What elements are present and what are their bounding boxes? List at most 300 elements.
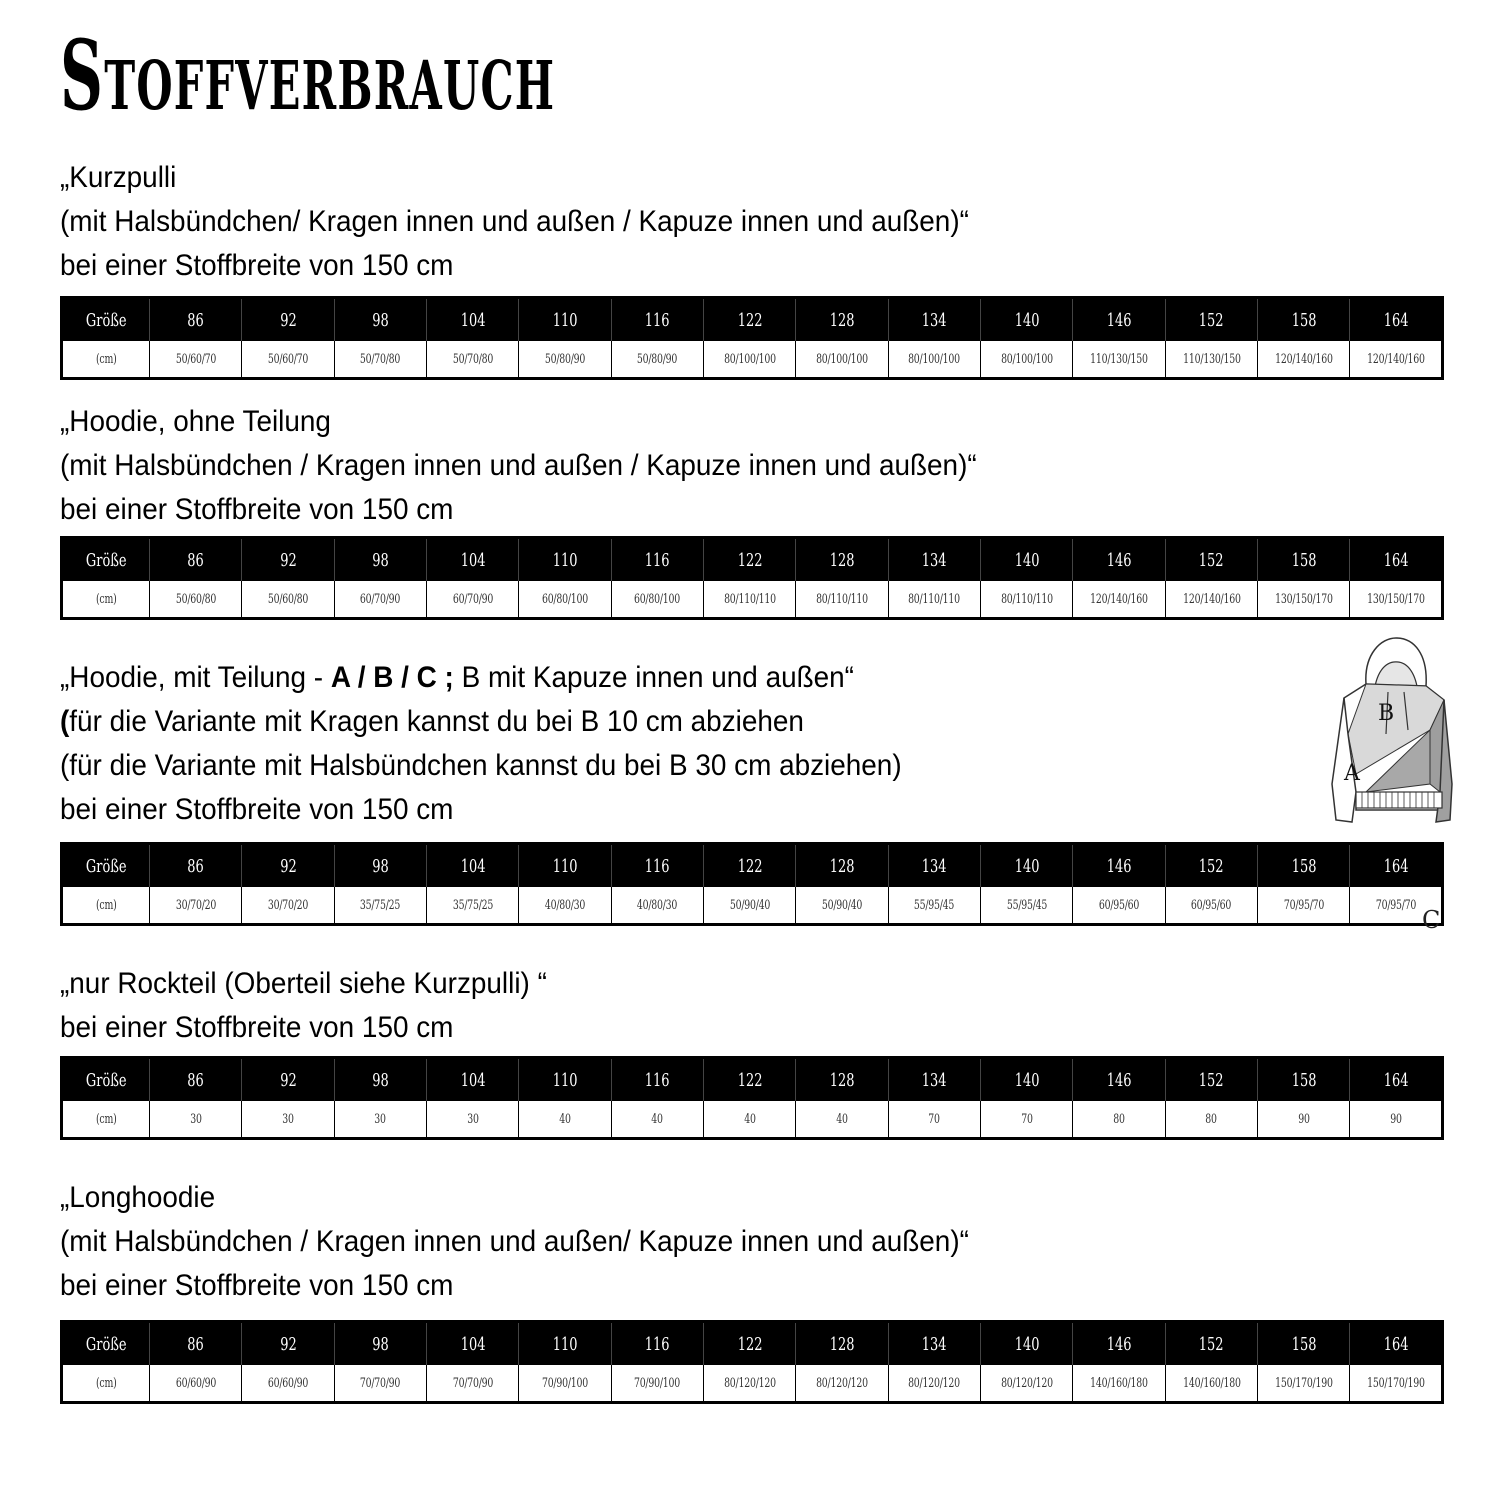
size-cell: [704, 298, 796, 342]
section-heading: [60, 400, 1444, 532]
fabric-value: 60/70/90: [360, 591, 401, 607]
size-cell: [1073, 844, 1165, 888]
size-label-cell: [62, 538, 150, 582]
size-value: 110: [552, 1069, 578, 1091]
size-value: 116: [645, 1333, 670, 1355]
size-cell: [981, 538, 1073, 582]
fabric-value: 80/110/110: [723, 591, 776, 607]
heading-line: (mit Halsbündchen/ Kragen innen und außen / Kapuze innen und außen)“: [60, 205, 969, 238]
fabric-value: 30: [466, 1111, 479, 1127]
size-cell: [242, 538, 334, 582]
size-cell: [334, 844, 426, 888]
fabric-value-cell: [796, 581, 888, 619]
fabric-value: 80/110/110: [908, 591, 961, 607]
page-title: Stoffverbrauch: [60, 19, 556, 132]
size-cell: [150, 844, 242, 888]
size-label-cell: [62, 298, 150, 342]
size-cell: [704, 1322, 796, 1366]
fabric-value: 40: [743, 1111, 756, 1127]
section-hoodie-mit-teilung: [60, 656, 1444, 913]
fabric-value: 120/140/160: [1275, 351, 1333, 367]
size-cell: [150, 538, 242, 582]
fabric-value-cell: [519, 887, 611, 925]
size-cell: [334, 1058, 426, 1102]
size-value: 116: [645, 549, 670, 571]
size-cell: [796, 844, 888, 888]
fabric-value: 40: [559, 1111, 571, 1127]
fabric-value: 35/75/25: [360, 897, 401, 913]
size-value: 146: [1106, 855, 1132, 877]
size-cell: [1165, 1322, 1257, 1366]
size-value: 104: [460, 549, 486, 571]
size-cell: [1258, 298, 1350, 342]
size-header-row: [62, 1322, 1443, 1366]
unit-label: (cm): [95, 351, 117, 367]
fabric-value-cell: [1165, 1365, 1257, 1403]
fabric-value-cell: [150, 341, 242, 379]
size-cell: [1165, 1058, 1257, 1102]
size-cell: [1258, 1322, 1350, 1366]
size-cell: [1073, 298, 1165, 342]
fabric-value-cell: [1258, 341, 1350, 379]
fabric-value-cell: [334, 1365, 426, 1403]
heading-line: „Longhoodie: [60, 1181, 216, 1214]
size-cell: [427, 1322, 519, 1366]
size-value: 122: [737, 309, 763, 331]
size-value: 146: [1106, 549, 1132, 571]
size-value: 134: [922, 1333, 947, 1355]
fabric-table: [60, 536, 1444, 620]
fabric-value: 50/60/70: [267, 351, 309, 367]
fabric-value-cell: [704, 341, 796, 379]
fabric-value: 110/130/150: [1090, 351, 1148, 367]
fabric-value: 55/95/45: [1006, 897, 1047, 913]
size-cell: [611, 844, 703, 888]
fabric-value: 55/95/45: [914, 897, 955, 913]
unit-label-cell: [62, 581, 150, 619]
size-value: 92: [279, 309, 297, 331]
heading-line: bei einer Stoffbreite von 150 cm: [60, 493, 454, 526]
fabric-value-cell: [1350, 581, 1443, 619]
heading-line: „Kurzpulli: [60, 161, 177, 194]
heading-line: (für die Variante mit Halsbündchen kannst du bei B 30 cm abziehen): [60, 749, 902, 782]
section-hoodie-ohne-teilung: [60, 400, 1444, 607]
size-cell: [888, 298, 980, 342]
size-cell: [334, 298, 426, 342]
variant-letters: A / B / C ;: [330, 661, 454, 694]
size-cell: [519, 538, 611, 582]
fabric-value: 60/80/100: [634, 591, 681, 607]
fabric-value: 150/170/190: [1275, 1375, 1333, 1391]
fabric-value: 60/80/100: [542, 591, 589, 607]
fabric-value: 90: [1389, 1111, 1402, 1127]
fabric-value-cell: [1258, 1365, 1350, 1403]
heading-text: für die Variante mit Kragen kannst du bei B 10 cm abziehen: [69, 705, 804, 738]
size-cell: [242, 844, 334, 888]
fabric-value-cell: [519, 341, 611, 379]
size-value: 116: [645, 855, 670, 877]
fabric-table: [60, 1056, 1444, 1140]
fabric-value: 80/100/100: [908, 351, 961, 367]
size-cell: [888, 538, 980, 582]
fabric-value: 50/70/80: [360, 351, 401, 367]
fabric-value-cell: [242, 1101, 334, 1139]
size-value: 122: [737, 1333, 763, 1355]
size-cell: [981, 1058, 1073, 1102]
size-header-row: [62, 1058, 1443, 1102]
fabric-value-cell: [981, 1365, 1073, 1403]
size-value: 164: [1383, 1333, 1409, 1355]
fabric-value-cell: [334, 1101, 426, 1139]
fabric-value-cell: [1258, 887, 1350, 925]
size-value: 164: [1383, 549, 1409, 571]
heading-line: [60, 656, 1347, 700]
fabric-value: 50/80/90: [544, 351, 586, 367]
size-cell: [704, 1058, 796, 1102]
fabric-value-cell: [888, 341, 980, 379]
fabric-value-cell: [150, 887, 242, 925]
fabric-value: 40/80/30: [637, 897, 678, 913]
size-cell: [1073, 1058, 1165, 1102]
unit-label-cell: [62, 1365, 150, 1403]
size-value: 122: [737, 1069, 763, 1091]
fabric-value-cell: [519, 1101, 611, 1139]
size-value: 140: [1014, 855, 1040, 877]
fabric-value: 50/80/90: [637, 351, 678, 367]
fabric-value: 70: [1021, 1111, 1033, 1127]
fabric-value-cell: [150, 1365, 242, 1403]
size-value: 128: [829, 1333, 855, 1355]
fabric-value-cell: [888, 581, 980, 619]
size-value: 158: [1291, 855, 1317, 877]
unit-label: (cm): [95, 591, 117, 607]
size-value: 146: [1106, 1069, 1132, 1091]
size-value: 134: [922, 309, 947, 331]
size-cell: [1350, 298, 1443, 342]
size-cell: [1350, 538, 1443, 582]
fabric-value-cell: [1350, 1101, 1443, 1139]
section-rockteil: [60, 962, 1444, 1127]
fabric-value: 50/90/40: [729, 897, 770, 913]
size-value: 152: [1199, 549, 1224, 571]
fabric-table: [60, 842, 1444, 926]
fabric-value: 50/60/80: [175, 591, 216, 607]
fabric-value-cell: [150, 581, 242, 619]
size-cell: [519, 298, 611, 342]
fabric-value: 80/110/110: [816, 591, 868, 607]
fabric-values-row: [62, 1365, 1443, 1403]
fabric-value: 50/60/70: [175, 351, 216, 367]
size-value: 152: [1199, 309, 1224, 331]
fabric-value: 70/95/70: [1375, 897, 1416, 913]
fabric-value: 120/140/160: [1182, 591, 1241, 607]
size-value: 158: [1291, 1333, 1317, 1355]
fabric-value-cell: [704, 1365, 796, 1403]
fabric-value: 120/140/160: [1090, 591, 1148, 607]
fabric-values-row: [62, 887, 1443, 925]
size-value: 92: [279, 549, 297, 571]
size-cell: [242, 298, 334, 342]
fabric-value: 150/170/190: [1366, 1375, 1425, 1391]
size-value: 110: [552, 549, 578, 571]
fabric-value: 35/75/25: [452, 897, 493, 913]
section-heading: [60, 962, 1444, 1050]
size-value: 134: [922, 1069, 947, 1091]
fabric-value: 70/70/90: [452, 1375, 493, 1391]
fabric-value: 70: [928, 1111, 941, 1127]
fabric-value: 60/70/90: [452, 591, 493, 607]
size-value: 158: [1291, 549, 1317, 571]
size-value: 158: [1291, 309, 1317, 331]
size-cell: [150, 1058, 242, 1102]
size-value: 152: [1199, 1069, 1224, 1091]
fabric-value-cell: [242, 341, 334, 379]
size-value: 164: [1383, 855, 1409, 877]
size-cell: [611, 538, 703, 582]
fabric-value-cell: [242, 1365, 334, 1403]
fabric-value: 80/110/110: [1000, 591, 1053, 607]
open-paren: (: [60, 705, 70, 738]
fabric-value-cell: [704, 887, 796, 925]
size-label-cell: [62, 844, 150, 888]
size-label: Größe: [85, 309, 127, 331]
fabric-values-row: [62, 1101, 1443, 1139]
size-cell: [611, 1322, 703, 1366]
fabric-value-cell: [427, 1101, 519, 1139]
size-cell: [1258, 538, 1350, 582]
size-cell: [427, 844, 519, 888]
fabric-value: 120/140/160: [1366, 351, 1425, 367]
size-value: 86: [187, 1069, 204, 1091]
fabric-value-cell: [981, 581, 1073, 619]
size-value: 140: [1014, 549, 1040, 571]
section-longhoodie: [60, 1176, 1444, 1391]
fabric-value: 70/90/100: [542, 1375, 589, 1391]
size-value: 104: [460, 1069, 486, 1091]
fabric-value-cell: [242, 581, 334, 619]
size-value: 128: [829, 549, 855, 571]
heading-line: (mit Halsbündchen / Kragen innen und außen / Kapuze innen und außen)“: [60, 449, 977, 482]
fabric-value-cell: [242, 887, 334, 925]
fabric-value: 80/120/120: [1000, 1375, 1053, 1391]
fabric-value: 80/120/120: [816, 1375, 868, 1391]
size-cell: [1258, 1058, 1350, 1102]
size-cell: [1165, 538, 1257, 582]
size-cell: [427, 298, 519, 342]
size-value: 152: [1199, 1333, 1224, 1355]
size-cell: [427, 538, 519, 582]
size-value: 110: [552, 855, 578, 877]
fabric-value-cell: [334, 887, 426, 925]
section-heading: [60, 656, 1444, 832]
size-cell: [611, 1058, 703, 1102]
fabric-value: 80: [1113, 1111, 1125, 1127]
size-value: 140: [1014, 1069, 1040, 1091]
size-value: 128: [829, 1069, 855, 1091]
size-cell: [796, 538, 888, 582]
size-header-row: [62, 844, 1443, 888]
size-cell: [704, 538, 796, 582]
fabric-value: 80/100/100: [816, 351, 868, 367]
fabric-value-cell: [1073, 581, 1165, 619]
fabric-value-cell: [334, 341, 426, 379]
hoodie-diagram: [1326, 634, 1456, 830]
diagram-label-b: B: [1378, 701, 1395, 726]
fabric-value-cell: [611, 1101, 703, 1139]
size-value: 128: [829, 855, 855, 877]
fabric-value-cell: [981, 1101, 1073, 1139]
size-cell: [519, 1322, 611, 1366]
fabric-value-cell: [1073, 1365, 1165, 1403]
size-cell: [334, 1322, 426, 1366]
size-cell: [704, 844, 796, 888]
section-heading: [60, 1176, 1444, 1308]
fabric-value-cell: [888, 887, 980, 925]
fabric-value-cell: [427, 581, 519, 619]
fabric-value-cell: [1258, 1101, 1350, 1139]
fabric-value: 70/95/70: [1283, 897, 1324, 913]
fabric-value-cell: [1165, 887, 1257, 925]
size-value: 128: [829, 309, 855, 331]
fabric-value-cell: [796, 887, 888, 925]
fabric-value: 90: [1298, 1111, 1310, 1127]
section-kurzpulli: [60, 156, 1444, 367]
fabric-value-cell: [427, 1365, 519, 1403]
fabric-value-cell: [796, 1101, 888, 1139]
heading-line: [60, 700, 1347, 744]
unit-label-cell: [62, 1101, 150, 1139]
fabric-value: 140/160/180: [1182, 1375, 1241, 1391]
size-cell: [981, 844, 1073, 888]
fabric-value: 80: [1205, 1111, 1218, 1127]
size-value: 98: [372, 855, 389, 877]
size-value: 86: [187, 855, 204, 877]
size-value: 86: [187, 549, 204, 571]
fabric-value: 30/70/20: [175, 897, 216, 913]
fabric-value-cell: [704, 581, 796, 619]
size-label: Größe: [85, 855, 127, 877]
size-cell: [519, 844, 611, 888]
size-cell: [1350, 1322, 1443, 1366]
size-value: 164: [1383, 309, 1409, 331]
fabric-value-cell: [519, 1365, 611, 1403]
size-label: Größe: [85, 1333, 127, 1355]
fabric-value-cell: [796, 1365, 888, 1403]
fabric-value-cell: [1350, 341, 1443, 379]
size-cell: [796, 1058, 888, 1102]
size-cell: [150, 298, 242, 342]
size-cell: [427, 1058, 519, 1102]
fabric-value: 110/130/150: [1182, 351, 1241, 367]
size-value: 86: [187, 309, 204, 331]
fabric-value: 60/60/90: [175, 1375, 216, 1391]
size-value: 140: [1014, 309, 1040, 331]
heading-line: bei einer Stoffbreite von 150 cm: [60, 793, 454, 826]
size-value: 146: [1106, 309, 1132, 331]
fabric-value-cell: [796, 341, 888, 379]
size-cell: [1165, 844, 1257, 888]
fabric-value-cell: [981, 887, 1073, 925]
fabric-value: 80/120/120: [908, 1375, 961, 1391]
heading-line: „nur Rockteil (Oberteil siehe Kurzpulli) “: [60, 967, 547, 1000]
fabric-value: 80/100/100: [723, 351, 776, 367]
fabric-value-cell: [611, 581, 703, 619]
size-label-cell: [62, 1058, 150, 1102]
fabric-value: 70/70/90: [360, 1375, 401, 1391]
fabric-value-cell: [888, 1365, 980, 1403]
size-cell: [888, 844, 980, 888]
fabric-value-cell: [981, 341, 1073, 379]
size-value: 110: [552, 309, 578, 331]
heading-text: B mit Kapuze innen und außen“: [453, 661, 854, 694]
fabric-value-cell: [150, 1101, 242, 1139]
fabric-value: 60/60/90: [267, 1375, 309, 1391]
fabric-value: 60/95/60: [1098, 897, 1140, 913]
fabric-value-cell: [1165, 341, 1257, 379]
fabric-value: 140/160/180: [1090, 1375, 1148, 1391]
size-cell: [1165, 298, 1257, 342]
size-header-row: [62, 298, 1443, 342]
size-value: 116: [645, 1069, 670, 1091]
fabric-value: 50/90/40: [821, 897, 863, 913]
size-value: 122: [737, 855, 763, 877]
size-cell: [519, 1058, 611, 1102]
size-cell: [611, 298, 703, 342]
fabric-value-cell: [1350, 1365, 1443, 1403]
fabric-value-cell: [334, 581, 426, 619]
size-cell: [1350, 844, 1443, 888]
size-value: 98: [372, 1333, 389, 1355]
size-label: Größe: [85, 1069, 127, 1091]
size-value: 92: [279, 855, 297, 877]
size-cell: [796, 1322, 888, 1366]
fabric-value: 50/70/80: [452, 351, 493, 367]
fabric-value: 40: [651, 1111, 664, 1127]
heading-line: bei einer Stoffbreite von 150 cm: [60, 249, 454, 282]
fabric-value-cell: [427, 887, 519, 925]
fabric-value: 50/60/80: [267, 591, 309, 607]
size-value: 104: [460, 855, 486, 877]
size-header-row: [62, 538, 1443, 582]
size-cell: [242, 1058, 334, 1102]
fabric-value: 30: [189, 1111, 202, 1127]
size-value: 98: [372, 1069, 389, 1091]
size-cell: [981, 298, 1073, 342]
fabric-value: 30/70/20: [267, 897, 309, 913]
size-cell: [1258, 844, 1350, 888]
fabric-value: 40/80/30: [544, 897, 586, 913]
size-value: 104: [460, 309, 486, 331]
size-value: 98: [372, 549, 389, 571]
size-cell: [888, 1322, 980, 1366]
size-value: 146: [1106, 1333, 1132, 1355]
fabric-value-cell: [1165, 1101, 1257, 1139]
size-cell: [242, 1322, 334, 1366]
fabric-table: [60, 1320, 1444, 1404]
fabric-value: 130/150/170: [1275, 591, 1333, 607]
unit-label: (cm): [95, 897, 117, 913]
fabric-value: 80/120/120: [723, 1375, 776, 1391]
fabric-value-cell: [611, 887, 703, 925]
fabric-value: 130/150/170: [1366, 591, 1425, 607]
unit-label: (cm): [95, 1111, 117, 1127]
fabric-value-cell: [427, 341, 519, 379]
size-value: 86: [187, 1333, 204, 1355]
size-cell: [1350, 1058, 1443, 1102]
size-cell: [888, 1058, 980, 1102]
fabric-table: [60, 296, 1444, 380]
size-value: 98: [372, 309, 389, 331]
